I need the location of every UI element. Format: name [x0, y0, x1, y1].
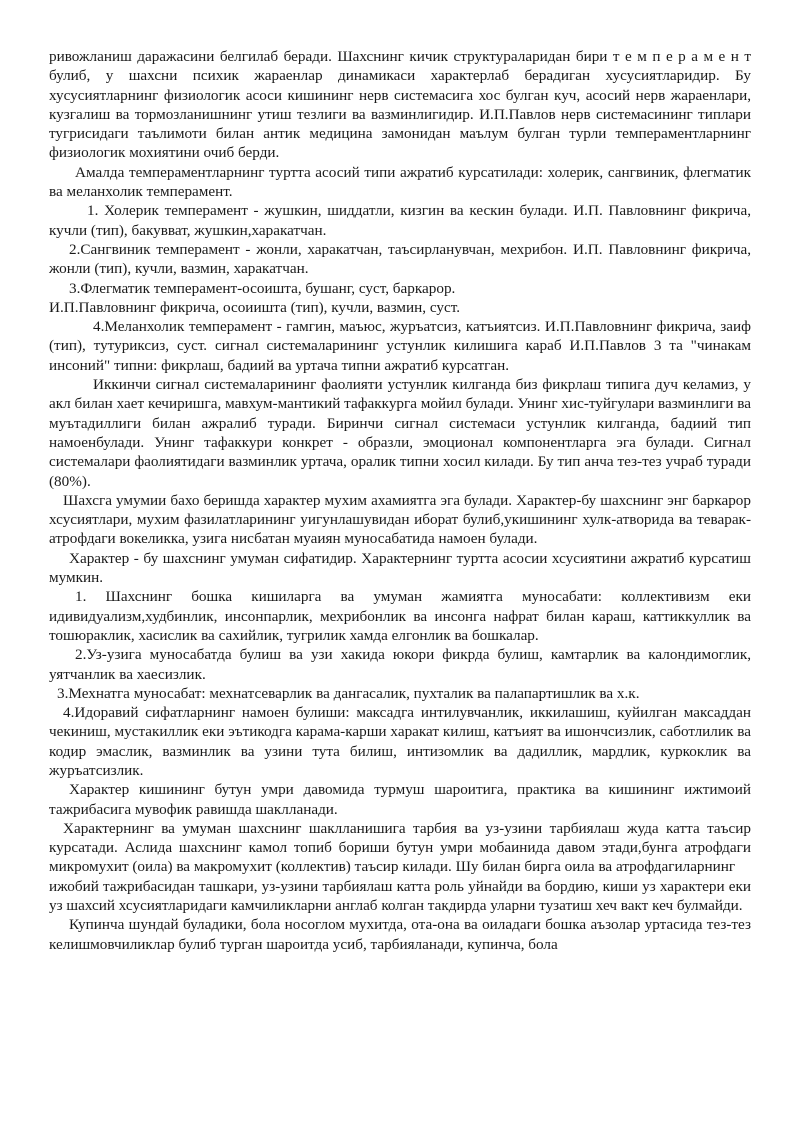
- paragraph-self-education: ижобий тажрибасидан ташкари, уз-узини тарбиялаш катта роль уйнайди ва бордию, киши уз характери еки уз шахсий хсусиятларидаги камчиликларни англаб колган такдирда уларни тузатиш хеч вакт кеч булмайди.: [49, 877, 751, 915]
- paragraph-phlegmatic-pavlov: И.П.Павловнинг фикрича, осоиишта (тип), кучли, вазмин, суст.: [49, 298, 461, 316]
- paragraph-character-formation: Характер кишининг бутун умри давомида турмуш шароитига, практика ва кишининг ижтимоий тажрибасига мувофик равишда шаклланади.: [49, 781, 751, 818]
- paragraph-character-definition: Шахсга умумии бахо беришда характер мухим ахамиятга эга булади. Характер-бу шахснинг энг баркарор хсусиятлари, мухим фазилатларининг уигунлашувидан иборат булиб,укишининг хулк-атворида ва теварак-атрофдаги вокеликка, узига нисбатан муаиян муносабатида намоен булади.: [49, 491, 751, 548]
- paragraph-sanguine: 2.Сангвиник темперамент - жонли, харакатчан, таъсирланувчан, мехрибон. И.П. Павловнинг фикрича, жонли (тип), кучли, вазмин, харакатчан.: [49, 240, 751, 278]
- paragraph-unhealthy-environment: Купинча шундай буладики, бола носоглом мухитда, ота-она ва оиладаги бошка аъзолар уртасида тез-тез келишмовчиликлар булиб турган шароитда усиб, тарбияланади, купинча, бола: [49, 916, 751, 953]
- paragraph-attitude-society: 1. Шахснинг бошка кишиларга ва умуман жамиятга муносабати: коллективизм еки идивидуализм,худбинлик, инсонпарлик, мехрибонлик ва инсонга нафрат билан караш, каттиккуллик ва тошюраклик, хасислик ва сахийлик, тугрилик хамда елгонлик ва бошкалар.: [49, 588, 751, 644]
- paragraph-attitude-labor: 3.Мехнатга муносабат: мехнатсеварлик ва дангасалик, пухталик ва палапартишлик ва х.к.: [57, 684, 640, 702]
- paragraph-attitude-self: 2.Уз-узига муносабатда булиш ва узи хакида юкори фикрда булиш, камтарлик ва калондимоглик, уятчанлик ва хаесизлик.: [49, 646, 751, 683]
- paragraph-temperament-intro: ривожланиш даражасини белгилаб беради. Шахснинг кичик структураларидан бири т е м п е р а м е н т булиб, у шахсни психик жараенлар динамикаси характерлаб берадиган хусусиятларидир. Бу хусусиятларнинг физиологик асоси кишининг нерв системасига хос булган куч, асосий нерв жараенлари, кузгалиш ва тормозланишнинг утиш тезлиги ва вазминлигидир. И.П.Павлов нерв системасининг типлари тугрисидаги таълимоти билан антик медицина замонидан маълум булган турли темпераментларнинг физиологик мохиятини очиб берди.: [49, 48, 751, 162]
- paragraph-melancholic: 4.Меланхолик темперамент - гамгин, маъюс, журъатсиз, катъиятсиз. И.П.Павловнинг фикрича, заиф (тип), тутуриксиз, суст. сигнал системаларининг устунлик килишига караб И.П.Павлов 3 та "чинакам инсоний" типни: фикрлаш, бадиий ва уртача типни ажратиб курсатган.: [49, 318, 751, 374]
- paragraph-upbringing: Характернинг ва умуман шахснинг шаклланишига тарбия ва уз-узини тарбиялаш жуда катта таъсир курсатади. Аслида шахснинг камол топиб бориши бутун умри мобаинида давом этади,бунга атрофдаги микромухит (оила) ва макромухит (коллектив) таъсир килади. Шу билан бирга оила ва атрофдагиларнинг: [49, 819, 751, 876]
- paragraph-character-properties: Характер - бу шахснинг умуман сифатидир. Характернинг туртта асосии хсусиятини ажратиб курсатиш мумкин.: [49, 549, 751, 587]
- paragraph-phlegmatic: 3.Флегматик темперамент-осоишта, бушанг, суст, баркарор.: [69, 279, 456, 297]
- paragraph-volitional-qualities: 4.Идоравий сифатларнинг намоен булиши: максадга интилувчанлик, иккилашиш, куйилган максаддан чекиниш, мустакиллик еки эътикодга карама-карши харакат килиш, катъият ва ишончсизлик, саботлилик ва кодир эмаслик, вазминлик ва узини тута билиш, интизомлик ва дадиллик, мардлик, куркоклик ва журъатсизлик.: [49, 704, 751, 779]
- paragraph-choleric: 1. Холерик темперамент - жушкин, шиддатли, кизгин ва кескин булади. И.П. Павловнинг фикрича, кучли (тип), бакувват, жушкин,харакатчан.: [49, 202, 751, 239]
- paragraph-second-signal-system: Иккинчи сигнал системаларининг фаолияти устунлик килганда биз фикрлаш типига дуч келамиз, у акл билан хает кечиришга, мавхум-мантикий тафаккурга мойил булади. Унинг хис-туйгулари вазминлиги ва муътадиллиги билан ажралиб туради. Биринчи сигнал системаси устунлик килганда, бадиий тип намоенбулади. Унинг тафаккури конкрет - образли, эмоционал компонентларга эга булади. Сигнал системалари фаолиятидаги вазминлик уртача, оралик типни хосил килади. Бу тип анча тез-тез учраб туради (80%).: [49, 376, 751, 490]
- paragraph-four-types: Амалда темпераментларнинг туртта асосий типи ажратиб курсатилади: холерик, сангвиник, флегматик ва меланхолик темперамент.: [49, 163, 751, 201]
